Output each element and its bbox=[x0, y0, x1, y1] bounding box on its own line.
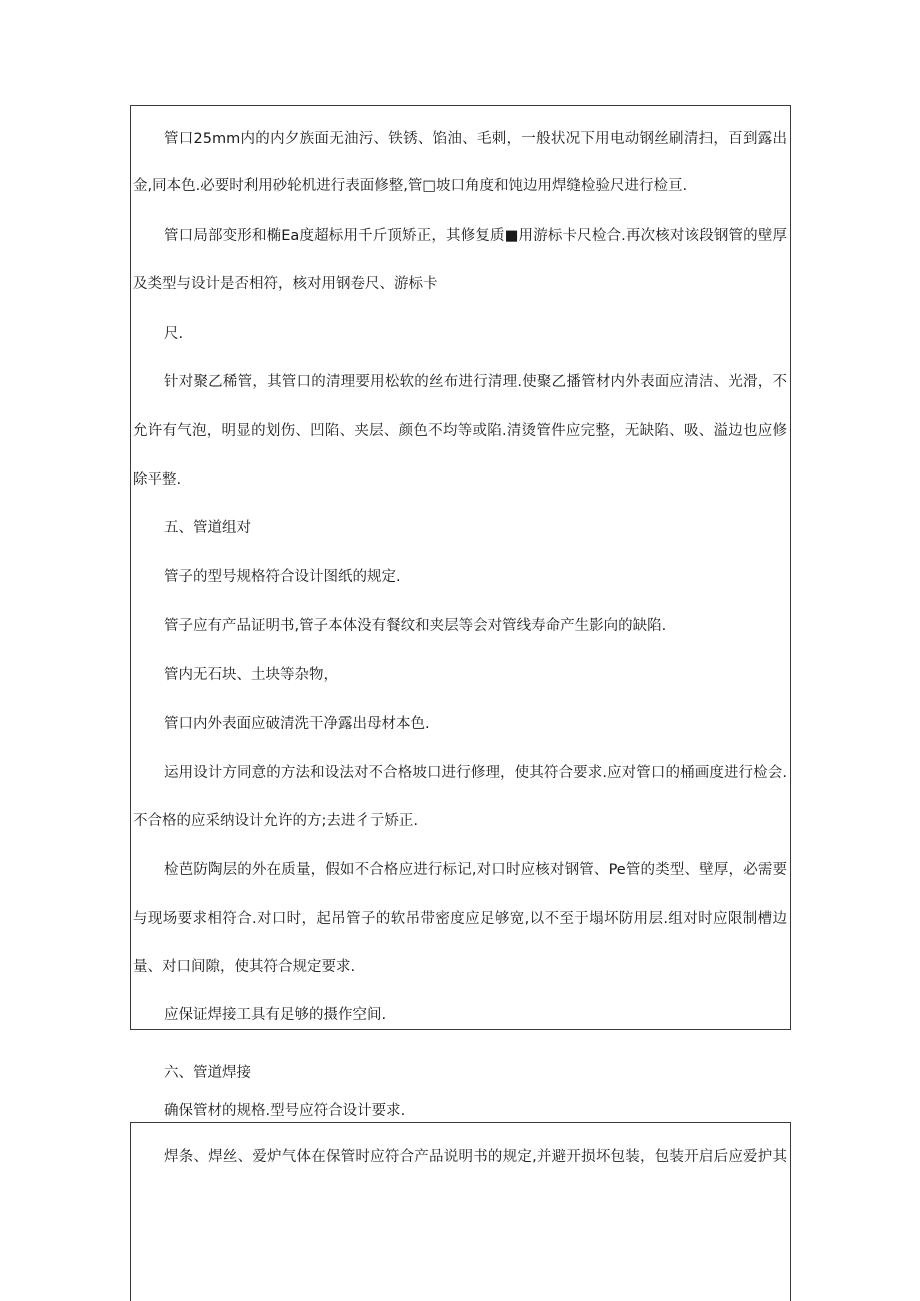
paragraph-line: 检芭防陶层的外在质量，假如不合格应进行标记,对口时应核对钢管、Pe管的类型、壁厚，必需要 bbox=[164, 862, 787, 878]
paragraph-line: 针对聚乙稀管，其管口的清理要用松软的丝布进行清理.使聚乙播管材内外表面应清洁、光滑，不 bbox=[164, 374, 787, 390]
paragraph-line: 管子应有产品证明书,管子本体没有餐纹和夹层等会对管线寿命产生影向的缺陷. bbox=[164, 618, 667, 634]
paragraph-line: 尺. bbox=[164, 326, 184, 342]
paragraph-line: 允许有气泡，明显的划伤、凹陷、夹层、颜色不均等或陷.清烫管件应完整，无缺陷、吸、溢边也应修 bbox=[133, 423, 787, 439]
paragraph-line: 管口25mm内的内夕族面无油污、铁锈、馅油、毛刺，一般状况下用电动钢丝刷清扫，百到露出 bbox=[164, 131, 787, 147]
paragraph-line: 应保证焊接工具有足够的摄作空间. bbox=[164, 1007, 387, 1023]
paragraph-line: 管内无石块、土块等杂物， bbox=[164, 667, 338, 683]
paragraph-line: 管子的型号规格符合设计图纸的规定. bbox=[164, 569, 401, 585]
paragraph-line: 焊条、焊丝、爱炉气体在保管时应符合产品说明书的规定,并避开损坏包装，包装开启后应爱护其 bbox=[164, 1149, 787, 1165]
paragraph-line: 不合格的应采纳设计允许的方;去进彳亍矫正. bbox=[133, 813, 418, 829]
section-heading: 六、管道焊接 bbox=[164, 1065, 251, 1081]
paragraph-line: 管口局部变形和椭Ea度超标用千斤顶矫正，其修复质■用游标卡尺检合.再次核对该段钢管的壁厚 bbox=[164, 228, 787, 244]
paragraph-line: 及类型与设计是否相符，核对用钢卷尺、游标卡 bbox=[133, 276, 438, 292]
paragraph-line: 金,同本色.必要时利用砂轮机进行表面修整,管□坡口角度和饨边用焊缝检验尺进行检亘. bbox=[133, 178, 688, 194]
paragraph-line: 运用设计方同意的方法和设法对不合格坡口进行修理，使其符合要求.应对管口的桶画度进行检会. bbox=[164, 765, 787, 781]
paragraph-line: 与现场要求相符合.对口时，起吊管子的软吊带密度应足够宽,以不至于塌坏防用层.组对时应限制槽边 bbox=[133, 911, 787, 927]
paragraph-line: 除平整. bbox=[133, 472, 182, 488]
paragraph-line: 确保管材的规格.型号应符合设计要求. bbox=[164, 1103, 406, 1119]
section-heading: 五、管道组对 bbox=[164, 520, 251, 536]
paragraph-line: 管口内外表面应破清洗干净露出母材本色. bbox=[164, 716, 430, 732]
paragraph-line: 量、对口间隙，使其符合规定要求. bbox=[133, 959, 356, 975]
